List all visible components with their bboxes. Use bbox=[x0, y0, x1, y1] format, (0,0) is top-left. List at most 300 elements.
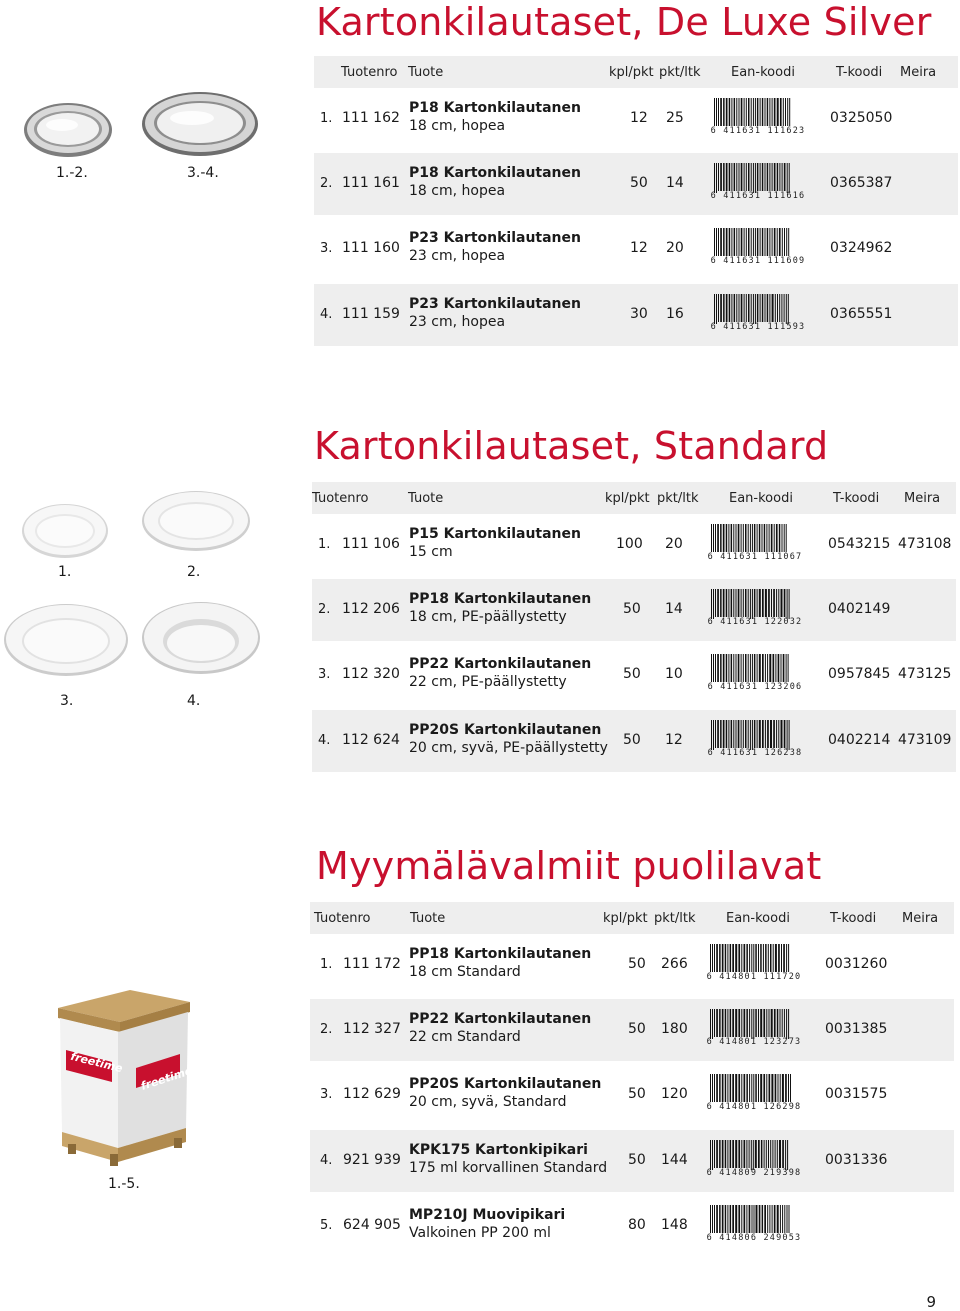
t-code: 0325050 bbox=[830, 110, 893, 126]
product-desc: 18 cm, hopea bbox=[409, 118, 506, 134]
barcode-bar bbox=[741, 524, 742, 552]
barcode-bar bbox=[789, 163, 790, 193]
barcode-bar bbox=[738, 1009, 740, 1037]
ean-barcode bbox=[704, 1009, 804, 1047]
barcode-bar bbox=[715, 589, 716, 617]
product-desc: 23 cm, hopea bbox=[409, 248, 506, 264]
pkt-value: 20 bbox=[665, 536, 683, 552]
barcode-bar bbox=[733, 720, 734, 748]
product-code: 111 172 bbox=[343, 956, 401, 972]
ean-number: 6 414801 126298 bbox=[704, 1102, 804, 1112]
barcode-bar bbox=[755, 163, 756, 193]
barcode-bar bbox=[751, 163, 752, 191]
barcode-bar bbox=[789, 98, 790, 128]
barcode-bar bbox=[730, 1140, 732, 1168]
pkt-value: 266 bbox=[661, 956, 688, 972]
barcode-bar bbox=[732, 1140, 734, 1168]
barcode-bar bbox=[775, 944, 777, 972]
barcode-bar bbox=[759, 524, 761, 552]
barcode-bar bbox=[762, 294, 764, 322]
barcode-bar bbox=[768, 1140, 769, 1168]
ean-barcode bbox=[705, 589, 805, 627]
ean-barcode bbox=[705, 654, 805, 692]
barcode-bar bbox=[717, 654, 719, 682]
barcode-bar bbox=[727, 1205, 728, 1233]
kpl-value: 80 bbox=[628, 1217, 646, 1233]
table-row bbox=[312, 514, 956, 576]
barcode-bar bbox=[776, 524, 778, 552]
barcode-bar bbox=[775, 1140, 776, 1168]
barcode-bar bbox=[735, 1140, 737, 1168]
barcode-bar bbox=[782, 228, 783, 256]
barcode-bar bbox=[739, 294, 740, 322]
barcode-bar bbox=[718, 228, 719, 256]
barcode-bar bbox=[784, 720, 786, 748]
barcode-bar bbox=[760, 294, 761, 322]
t-code: 0324962 bbox=[830, 240, 893, 256]
row-number: 3. bbox=[320, 1087, 333, 1102]
barcode-bar bbox=[759, 1205, 761, 1233]
barcode-bar bbox=[712, 1205, 713, 1235]
product-code: 921 939 bbox=[343, 1152, 401, 1168]
barcode-bar bbox=[718, 163, 719, 191]
barcode-bar bbox=[771, 1074, 773, 1102]
barcode-bar bbox=[723, 589, 725, 617]
barcode-bar bbox=[719, 1140, 721, 1168]
barcode-bar bbox=[782, 1074, 784, 1102]
barcode-bar bbox=[778, 1074, 779, 1102]
barcode-bar bbox=[787, 163, 788, 193]
product-desc: 15 cm bbox=[409, 544, 453, 560]
barcode-bar bbox=[788, 294, 789, 324]
product-code: 112 206 bbox=[342, 601, 400, 617]
row-number: 2. bbox=[320, 176, 333, 191]
barcode-bar bbox=[765, 294, 766, 322]
ean-number: 6 411631 111616 bbox=[710, 191, 806, 201]
brand-label: freetime bbox=[139, 1064, 194, 1093]
pkt-value: 144 bbox=[661, 1152, 688, 1168]
barcode-bar bbox=[777, 228, 778, 256]
barcode-bar bbox=[741, 163, 743, 191]
barcode-bar bbox=[718, 294, 719, 322]
barcode-bar bbox=[762, 1205, 764, 1233]
barcode-bar bbox=[734, 294, 736, 322]
barcode-bar bbox=[779, 228, 781, 256]
barcode-bar bbox=[788, 944, 789, 974]
barcode-bar bbox=[755, 294, 756, 324]
barcode-bar bbox=[743, 589, 744, 617]
barcode-bar bbox=[774, 228, 776, 256]
barcode-bar bbox=[710, 1074, 711, 1104]
barcode-bar bbox=[779, 1140, 781, 1168]
barcode-bar bbox=[758, 1140, 760, 1168]
ean-number: 6 414806 249053 bbox=[704, 1233, 804, 1243]
product-code: 112 624 bbox=[342, 732, 400, 748]
ean-barcode bbox=[704, 1205, 804, 1243]
barcode-bar bbox=[746, 163, 747, 191]
barcode-bar bbox=[777, 294, 778, 322]
header-tuotenro: Tuotenro bbox=[314, 911, 371, 926]
barcode-bar bbox=[775, 294, 776, 322]
barcode-bar bbox=[720, 720, 722, 748]
header-pkt: pkt/ltk bbox=[659, 65, 701, 80]
barcode-bar bbox=[763, 944, 764, 972]
barcode-bar bbox=[774, 1009, 776, 1037]
barcode-bar bbox=[735, 1074, 737, 1102]
product-code: 112 327 bbox=[343, 1021, 401, 1037]
barcode-bar bbox=[782, 1009, 783, 1037]
product-code: 112 320 bbox=[342, 666, 400, 682]
barcode-bar bbox=[722, 1009, 724, 1037]
product-code: 624 905 bbox=[343, 1217, 401, 1233]
barcode-bar bbox=[755, 944, 757, 972]
barcode-bar bbox=[788, 228, 789, 258]
barcode-bar bbox=[725, 1009, 727, 1037]
barcode-bar bbox=[714, 228, 715, 258]
barcode-bar bbox=[749, 1074, 750, 1102]
barcode-bar bbox=[734, 163, 736, 191]
pkt-value: 16 bbox=[666, 306, 684, 322]
barcode-bar bbox=[744, 1205, 746, 1233]
barcode-bar bbox=[766, 1140, 767, 1168]
barcode-bar bbox=[761, 1140, 763, 1168]
barcode-bar bbox=[736, 294, 737, 322]
barcode-bar bbox=[714, 98, 715, 128]
barcode-bar bbox=[741, 228, 743, 256]
barcode-bar bbox=[786, 1009, 787, 1039]
barcode-bar bbox=[716, 294, 717, 324]
barcode-bar bbox=[731, 654, 733, 682]
barcode-bar bbox=[790, 1074, 791, 1104]
barcode-bar bbox=[746, 944, 748, 972]
barcode-bar bbox=[715, 524, 716, 552]
barcode-bar bbox=[760, 1009, 762, 1037]
barcode-bar bbox=[773, 944, 774, 972]
barcode-bar bbox=[744, 1140, 746, 1168]
product-desc: Valkoinen PP 200 ml bbox=[409, 1225, 551, 1241]
image-label: 1.-2. bbox=[56, 165, 88, 181]
barcode-bar bbox=[774, 163, 776, 191]
barcode-bar bbox=[726, 163, 728, 191]
barcode-bar bbox=[760, 228, 761, 256]
barcode-bar bbox=[784, 294, 785, 322]
product-code: 111 161 bbox=[342, 175, 400, 191]
image-label: 1. bbox=[58, 564, 72, 580]
barcode-bar bbox=[772, 1205, 773, 1233]
white-bowl-plate-image bbox=[140, 596, 262, 680]
ean-barcode bbox=[704, 944, 804, 982]
product-name: PP20S Kartonkilautanen bbox=[409, 1076, 602, 1092]
header-pkt: pkt/ltk bbox=[657, 491, 699, 506]
barcode-bar bbox=[726, 524, 728, 552]
barcode-bar bbox=[741, 720, 742, 748]
barcode-bar bbox=[769, 1205, 770, 1233]
barcode-bar bbox=[771, 589, 772, 617]
ean-barcode bbox=[708, 163, 808, 201]
barcode-bar bbox=[731, 228, 732, 256]
t-code: 0031260 bbox=[825, 956, 888, 972]
barcode-bar bbox=[753, 163, 754, 193]
kpl-value: 12 bbox=[630, 110, 648, 126]
barcode-bar bbox=[729, 294, 731, 322]
barcode-bar bbox=[714, 1205, 715, 1233]
barcode-bar bbox=[767, 98, 769, 126]
barcode-bar bbox=[781, 654, 782, 682]
barcode-bar bbox=[772, 294, 774, 322]
barcode-bar bbox=[746, 1140, 747, 1168]
product-desc: 22 cm Standard bbox=[409, 1029, 521, 1045]
barcode-bar bbox=[771, 1009, 773, 1037]
barcode-bar bbox=[713, 589, 714, 619]
barcode-bar bbox=[779, 163, 780, 191]
barcode-bar bbox=[776, 589, 777, 617]
barcode-bar bbox=[785, 1140, 786, 1170]
barcode-bar bbox=[716, 944, 718, 972]
barcode-bar bbox=[736, 524, 737, 552]
header-tuote: Tuote bbox=[408, 65, 444, 80]
barcode-bar bbox=[714, 944, 715, 972]
barcode-bar bbox=[720, 228, 722, 256]
barcode-bar bbox=[733, 524, 734, 552]
barcode-bar bbox=[725, 1205, 727, 1233]
barcode-bar bbox=[787, 589, 788, 619]
row-number: 3. bbox=[318, 667, 331, 682]
kpl-value: 50 bbox=[623, 732, 641, 748]
barcode-bar bbox=[777, 1205, 779, 1233]
pkt-value: 14 bbox=[665, 601, 683, 617]
barcode-bar bbox=[738, 524, 740, 552]
barcode-bar bbox=[716, 1009, 718, 1037]
barcode-bar bbox=[754, 654, 756, 682]
ean-number: 6 411631 111609 bbox=[708, 256, 808, 266]
barcode-bar bbox=[713, 720, 714, 750]
kpl-value: 30 bbox=[630, 306, 648, 322]
product-name: P18 Kartonkilautanen bbox=[409, 165, 581, 181]
ean-number: 6 414809 219398 bbox=[706, 1168, 802, 1178]
barcode-bar bbox=[766, 1009, 767, 1037]
header-pkt: pkt/ltk bbox=[654, 911, 696, 926]
t-code: 0365387 bbox=[830, 175, 893, 191]
barcode-bar bbox=[718, 98, 719, 126]
barcode-bar bbox=[727, 944, 728, 972]
section-deluxe-silver bbox=[0, 0, 960, 360]
barcode-bar bbox=[743, 524, 744, 552]
barcode-bar bbox=[778, 589, 779, 617]
barcode-bar bbox=[736, 98, 737, 126]
barcode-bar bbox=[711, 720, 712, 750]
ean-number: 6 411631 126238 bbox=[707, 748, 803, 758]
table-row bbox=[310, 934, 954, 996]
barcode-bar bbox=[738, 1205, 740, 1233]
row-number: 2. bbox=[318, 602, 331, 617]
barcode-bar bbox=[764, 524, 766, 552]
table-row bbox=[314, 153, 958, 215]
table-header bbox=[310, 902, 954, 934]
barcode-bar bbox=[776, 720, 777, 748]
meira-code: 473125 bbox=[898, 666, 952, 682]
section-puolilavat bbox=[0, 840, 960, 1290]
product-name: PP20S Kartonkilautanen bbox=[409, 722, 602, 738]
barcode-bar bbox=[728, 720, 729, 748]
barcode-bar bbox=[786, 944, 787, 974]
product-desc: 22 cm, PE-päällystetty bbox=[409, 674, 567, 690]
barcode-bar bbox=[769, 163, 770, 191]
product-desc: 175 ml korvallinen Standard bbox=[409, 1160, 608, 1176]
barcode-bar bbox=[749, 1140, 750, 1168]
barcode-bar bbox=[753, 98, 754, 128]
brand-label: freetime bbox=[69, 1049, 124, 1076]
barcode-bar bbox=[744, 944, 746, 972]
barcode-bar bbox=[760, 944, 762, 972]
barcode-bar bbox=[762, 228, 764, 256]
barcode-bar bbox=[752, 1205, 753, 1235]
barcode-bar bbox=[784, 163, 786, 191]
barcode-bar bbox=[749, 944, 750, 972]
kpl-value: 12 bbox=[630, 240, 648, 256]
barcode-bar bbox=[735, 1009, 737, 1037]
barcode-bar bbox=[745, 589, 747, 617]
barcode-bar bbox=[726, 589, 728, 617]
t-code: 0031385 bbox=[825, 1021, 888, 1037]
barcode-bar bbox=[736, 163, 737, 191]
barcode-bar bbox=[756, 1205, 758, 1233]
t-code: 0543215 bbox=[828, 536, 891, 552]
barcode-bar bbox=[720, 524, 722, 552]
kpl-value: 100 bbox=[616, 536, 643, 552]
barcode-bar bbox=[751, 228, 752, 256]
pkt-value: 14 bbox=[666, 175, 684, 191]
barcode-bar bbox=[754, 1205, 755, 1235]
kpl-value: 50 bbox=[628, 956, 646, 972]
barcode-bar bbox=[788, 654, 789, 684]
product-name: PP18 Kartonkilautanen bbox=[409, 591, 592, 607]
barcode-bar bbox=[772, 163, 773, 191]
barcode-bar bbox=[765, 98, 766, 126]
product-desc: 20 cm, syvä, Standard bbox=[409, 1094, 567, 1110]
barcode-bar bbox=[778, 720, 779, 748]
table-row bbox=[314, 218, 958, 280]
barcode-bar bbox=[712, 944, 713, 974]
table-row bbox=[314, 284, 958, 346]
ean-barcode bbox=[704, 1074, 804, 1112]
kpl-value: 50 bbox=[628, 1021, 646, 1037]
t-code: 0402214 bbox=[828, 732, 891, 748]
barcode-bar bbox=[762, 524, 763, 552]
pkt-value: 12 bbox=[665, 732, 683, 748]
barcode-bar bbox=[752, 524, 753, 554]
header-ean: Ean-koodi bbox=[729, 491, 793, 506]
barcode-bar bbox=[719, 944, 721, 972]
barcode-bar bbox=[779, 524, 781, 552]
header-tuotenro: Tuotenro bbox=[312, 491, 369, 506]
barcode-bar bbox=[770, 1140, 771, 1168]
barcode-bar bbox=[715, 654, 716, 682]
barcode-bar bbox=[723, 163, 725, 191]
barcode-bar bbox=[739, 163, 740, 191]
barcode-bar bbox=[715, 720, 716, 748]
image-label: 3.-4. bbox=[187, 165, 219, 181]
barcode-bar bbox=[773, 589, 775, 617]
barcode-bar bbox=[714, 1009, 715, 1037]
product-name: P23 Kartonkilautanen bbox=[409, 230, 581, 246]
barcode-bar bbox=[769, 294, 770, 322]
barcode-bar bbox=[773, 654, 775, 682]
barcode-bar bbox=[732, 1205, 734, 1233]
barcode-bar bbox=[754, 589, 756, 617]
product-desc: 20 cm, syvä, PE-päällystetty bbox=[409, 740, 608, 756]
barcode-bar bbox=[744, 1009, 746, 1037]
barcode-bar bbox=[786, 654, 787, 684]
barcode-bar bbox=[741, 654, 742, 682]
barcode-bar bbox=[730, 1009, 732, 1037]
barcode-bar bbox=[787, 1140, 788, 1170]
barcode-bar bbox=[755, 1074, 757, 1102]
barcode-bar bbox=[759, 720, 761, 748]
section-title: Myymälävalmiit puolilavat bbox=[316, 844, 822, 888]
barcode-bar bbox=[719, 1009, 721, 1037]
barcode-bar bbox=[759, 654, 761, 682]
barcode-bar bbox=[720, 163, 722, 191]
pkt-value: 180 bbox=[661, 1021, 688, 1037]
barcode-bar bbox=[739, 98, 740, 126]
barcode-bar bbox=[784, 524, 785, 554]
barcode-bar bbox=[784, 228, 785, 256]
barcode-bar bbox=[744, 294, 745, 322]
row-number: 1. bbox=[320, 957, 333, 972]
barcode-bar bbox=[734, 228, 736, 256]
barcode-bar bbox=[741, 944, 742, 972]
barcode-bar bbox=[711, 589, 712, 619]
barcode-bar bbox=[784, 589, 786, 617]
barcode-bar bbox=[760, 163, 761, 191]
barcode-bar bbox=[748, 589, 749, 617]
image-label: 2. bbox=[187, 564, 201, 580]
product-name: MP210J Muovipikari bbox=[409, 1207, 566, 1223]
barcode-bar bbox=[716, 98, 717, 128]
barcode-bar bbox=[778, 944, 780, 972]
barcode-bar bbox=[753, 1074, 754, 1104]
barcode-bar bbox=[770, 944, 772, 972]
barcode-bar bbox=[759, 589, 761, 617]
barcode-bar bbox=[731, 98, 732, 126]
barcode-bar bbox=[772, 98, 773, 126]
barcode-bar bbox=[752, 589, 753, 619]
barcode-bar bbox=[719, 1074, 721, 1102]
barcode-bar bbox=[750, 589, 751, 619]
white-plate-image bbox=[140, 486, 252, 554]
barcode-bar bbox=[786, 524, 787, 554]
barcode-bar bbox=[735, 944, 737, 972]
barcode-bar bbox=[762, 589, 764, 617]
barcode-bar bbox=[784, 1205, 785, 1233]
barcode-bar bbox=[713, 654, 714, 684]
barcode-bar bbox=[728, 524, 729, 552]
header-meira: Meira bbox=[904, 491, 941, 506]
barcode-bar bbox=[730, 944, 732, 972]
section-standard bbox=[0, 420, 960, 780]
product-name: P23 Kartonkilautanen bbox=[409, 296, 581, 312]
barcode-bar bbox=[728, 654, 729, 682]
table-row bbox=[310, 999, 954, 1061]
barcode-bar bbox=[754, 720, 756, 748]
table-row bbox=[312, 644, 956, 706]
barcode-bar bbox=[729, 228, 731, 256]
ean-barcode bbox=[708, 98, 808, 136]
barcode-bar bbox=[738, 1074, 740, 1102]
barcode-bar bbox=[723, 720, 725, 748]
header-tuotenro: Tuotenro bbox=[341, 65, 398, 80]
barcode-bar bbox=[710, 1205, 711, 1235]
